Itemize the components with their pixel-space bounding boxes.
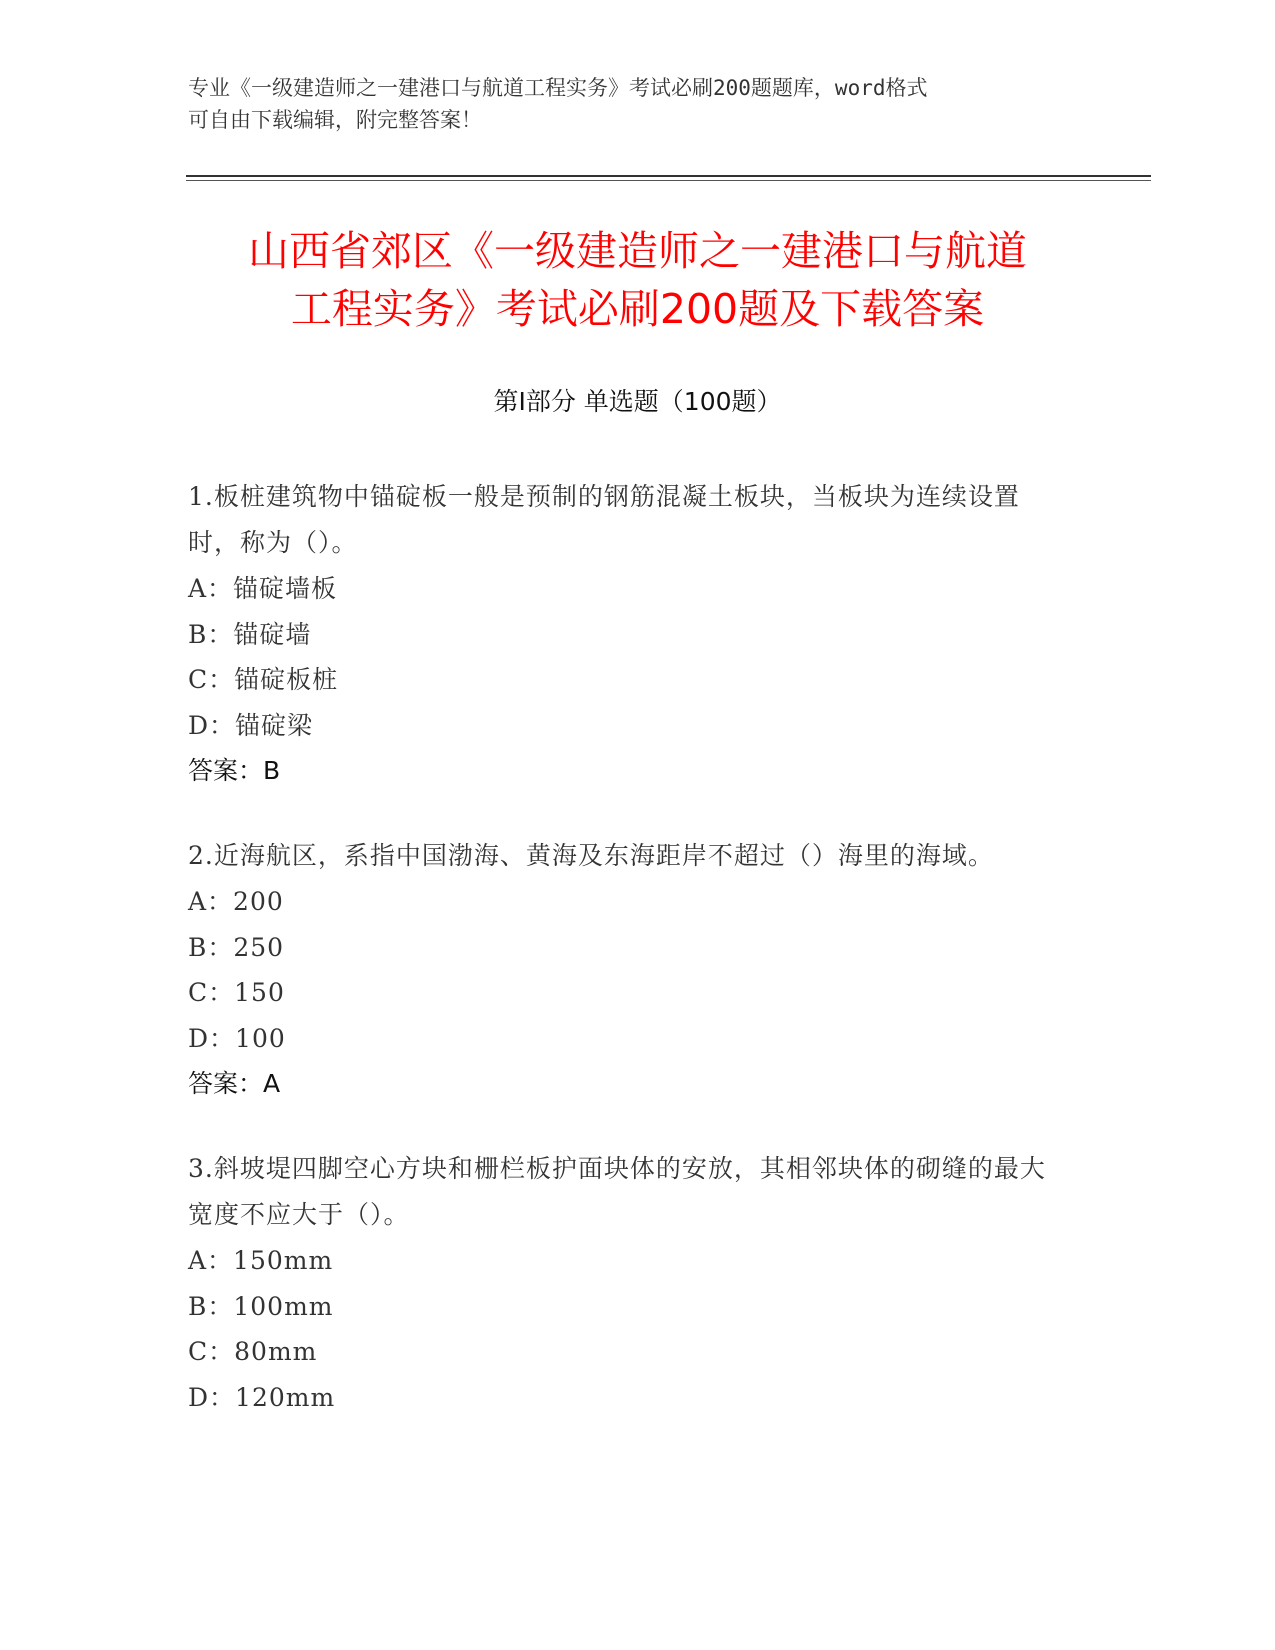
option-b: B：锚碇墙	[188, 619, 312, 649]
option-a: A：150mm	[188, 1246, 334, 1275]
document-title-line-1: 山西省郊区《一级建造师之一建港口与航道	[248, 227, 1027, 275]
option-c: C：锚碇板桩	[188, 665, 339, 694]
question-1	[188, 474, 1068, 794]
question-stem: 2.近海航区，系指中国渤海、黄海及东海距岸不超过（）海里的海域。	[188, 841, 994, 870]
document-title	[130, 222, 1145, 338]
header-note-line-1: 专业《一级建造师之一建港口与航道工程实务》考试必刷200题题库，word格式	[188, 76, 928, 100]
question-stem: 3.斜坡堤四脚空心方块和栅栏板护面块体的安放，其相邻块体的砌缝的最大宽度不应大于（）。	[188, 1154, 1046, 1229]
question-stem: 1.板桩建筑物中锚碇板一般是预制的钢筋混凝土板块，当板块为连续设置时，称为（）。	[188, 482, 1020, 557]
header-divider-thick	[186, 175, 1151, 177]
section-title: 第I部分 单选题（100题）	[493, 387, 782, 416]
question-3	[188, 1146, 1068, 1420]
document-title-line-2: 工程实务》考试必刷200题及下载答案	[290, 285, 985, 333]
option-a: A：锚碇墙板	[188, 574, 338, 603]
header-note	[188, 72, 1068, 136]
header-divider-thin	[186, 180, 1151, 181]
option-d: D：120mm	[188, 1382, 336, 1412]
option-b: B：250	[188, 932, 285, 962]
option-c: C：150	[188, 978, 285, 1007]
answer: 答案：A	[188, 1069, 281, 1098]
option-b: B：100mm	[188, 1291, 334, 1321]
question-2	[188, 833, 1068, 1107]
option-c: C：80mm	[188, 1337, 318, 1366]
question-list	[188, 474, 1068, 1459]
option-d: D：100	[188, 1023, 286, 1053]
option-d: D：锚碇梁	[188, 710, 314, 740]
option-a: A：200	[188, 887, 284, 916]
header-note-line-2: 可自由下载编辑，附完整答案！	[188, 108, 482, 132]
answer: 答案：B	[188, 756, 281, 785]
